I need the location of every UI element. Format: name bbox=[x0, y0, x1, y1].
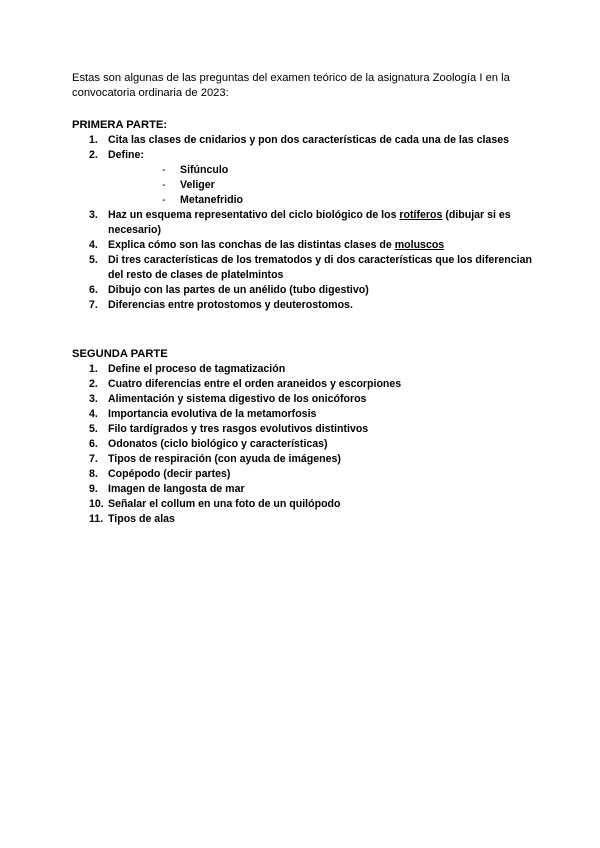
dash-bullet: - bbox=[162, 164, 166, 176]
question-text: Importancia evolutiva de la metamorfosis bbox=[108, 408, 317, 420]
item-number: 7. bbox=[89, 299, 98, 311]
define-sublist bbox=[108, 163, 532, 208]
part2-q4 bbox=[72, 407, 532, 422]
sub-item-text: Sifúnculo bbox=[180, 164, 229, 176]
part2-q5 bbox=[72, 422, 532, 437]
section-spacer bbox=[72, 313, 532, 347]
item-number: 5. bbox=[89, 423, 98, 435]
question-text-start: Explica cómo son las conchas de las distintas clases de bbox=[108, 239, 395, 251]
question-text: Copépodo (decir partes) bbox=[108, 468, 231, 480]
sub-item-text: Metanefridio bbox=[180, 194, 243, 206]
item-number: 3. bbox=[89, 393, 98, 405]
item-number: 8. bbox=[89, 468, 98, 480]
item-number: 5. bbox=[89, 254, 98, 266]
item-number: 4. bbox=[89, 408, 98, 420]
item-number: 10. bbox=[89, 498, 104, 510]
question-text: Tipos de respiración (con ayuda de imágenes) bbox=[108, 453, 341, 465]
part1-q1 bbox=[72, 133, 532, 148]
part2-q2 bbox=[72, 377, 532, 392]
sub-item bbox=[108, 193, 532, 208]
question-text-start: Haz un esquema representativo del ciclo biológico de los bbox=[108, 209, 400, 221]
part2-q3 bbox=[72, 392, 532, 407]
question-text: Cuatro diferencias entre el orden araneidos y escorpiones bbox=[108, 378, 402, 390]
question-text: Alimentación y sistema digestivo de los onicóforos bbox=[108, 393, 367, 405]
part2-q7 bbox=[72, 452, 532, 467]
part2-title: SEGUNDA PARTE bbox=[72, 348, 168, 360]
dash-bullet: - bbox=[162, 179, 166, 191]
question-text: Odonatos (ciclo biológico y características) bbox=[108, 438, 328, 450]
question-text: Tipos de alas bbox=[108, 513, 175, 525]
question-text: Define: bbox=[108, 149, 144, 161]
item-number: 11. bbox=[89, 513, 104, 525]
question-text: Cita las clases de cnidarios y pon dos características de cada una de las clases bbox=[108, 134, 509, 146]
part1-q5 bbox=[72, 253, 532, 283]
item-number: 4. bbox=[89, 239, 98, 251]
part2-list bbox=[72, 362, 532, 527]
item-number: 6. bbox=[89, 438, 98, 450]
item-number: 7. bbox=[89, 453, 98, 465]
item-number: 3. bbox=[89, 209, 98, 221]
question-text: Define el proceso de tagmatización bbox=[108, 363, 286, 375]
part2-q6 bbox=[72, 437, 532, 452]
part2-q10 bbox=[72, 497, 532, 512]
intro-paragraph: Estas son algunas de las preguntas del examen teórico de la asignatura Zoología I en la convocatoria ordinaria de 2023: bbox=[72, 72, 510, 99]
document-page bbox=[72, 71, 532, 527]
sub-item bbox=[108, 178, 532, 193]
item-number: 1. bbox=[89, 134, 98, 146]
part1-list bbox=[72, 133, 532, 313]
part1-q3 bbox=[72, 208, 532, 238]
item-number: 6. bbox=[89, 284, 98, 296]
part1-q4 bbox=[72, 238, 532, 253]
question-text-end: (dibujar si es necesario) bbox=[108, 209, 511, 236]
part1-q7 bbox=[72, 298, 532, 313]
item-number: 2. bbox=[89, 149, 98, 161]
question-text: Dibujo con las partes de un anélido (tubo digestivo) bbox=[108, 284, 369, 296]
underlined-term: moluscos bbox=[394, 239, 445, 251]
part2-q11 bbox=[72, 512, 532, 527]
item-number: 2. bbox=[89, 378, 98, 390]
question-text: Señalar el collum en una foto de un quilópodo bbox=[108, 498, 341, 510]
part2-q1 bbox=[72, 362, 532, 377]
question-text: Di tres características de los trematodos y di dos características que los diferencian del resto de clases de platelmintos bbox=[108, 254, 532, 281]
part2-q9 bbox=[72, 482, 532, 497]
sub-item bbox=[108, 163, 532, 178]
sub-item-text: Veliger bbox=[180, 179, 215, 191]
question-text: Filo tardígrados y tres rasgos evolutivos distintivos bbox=[108, 423, 369, 435]
dash-bullet: - bbox=[162, 194, 166, 206]
part2-q8 bbox=[72, 467, 532, 482]
item-number: 1. bbox=[89, 363, 98, 375]
part1-q6 bbox=[72, 283, 532, 298]
item-number: 9. bbox=[89, 483, 98, 495]
question-text: Diferencias entre protostomos y deuterostomos. bbox=[108, 299, 353, 311]
underlined-term: rotíferos bbox=[399, 209, 443, 221]
part1-q2 bbox=[72, 148, 532, 208]
part1-title: PRIMERA PARTE: bbox=[72, 119, 168, 131]
question-text: Imagen de langosta de mar bbox=[108, 483, 245, 495]
